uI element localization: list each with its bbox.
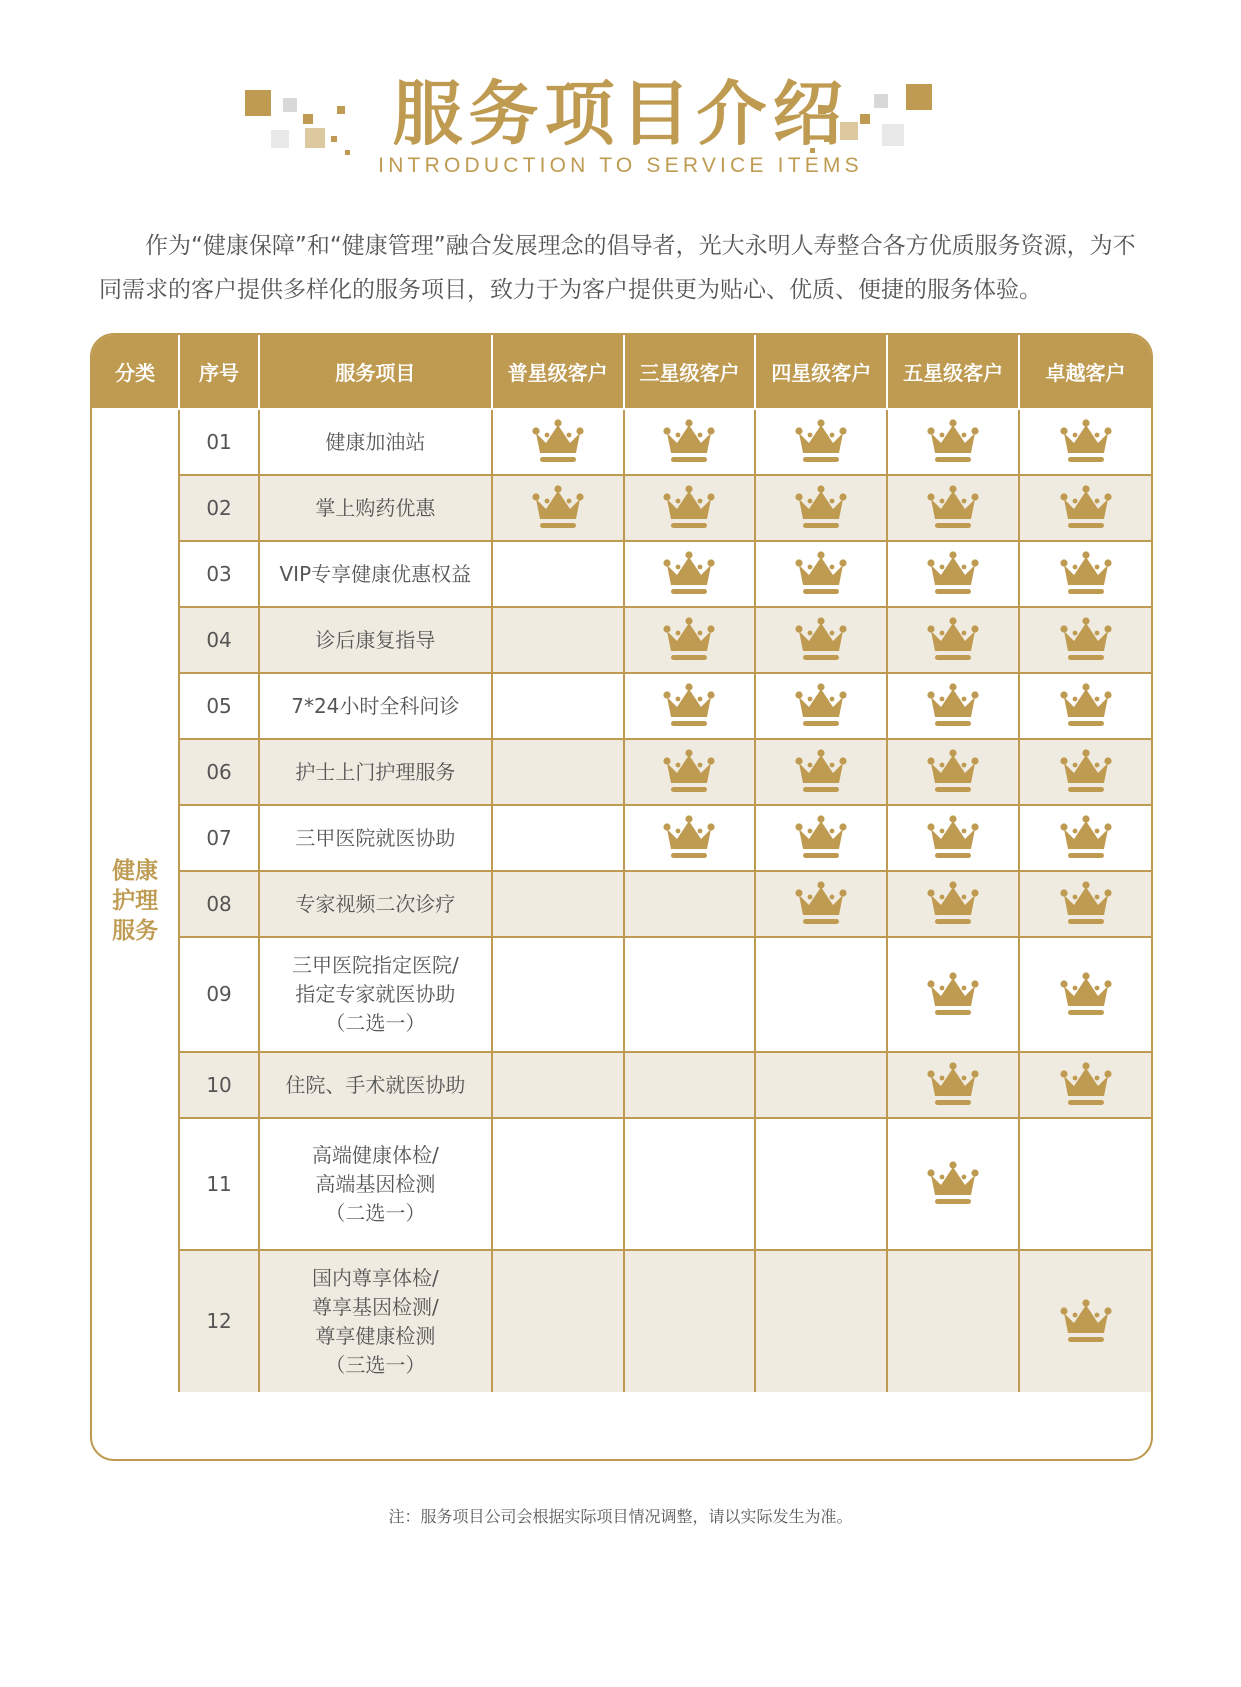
tier-cell xyxy=(887,1118,1019,1250)
table-row xyxy=(92,607,1151,673)
table-row xyxy=(92,805,1151,871)
header-number: 序号 xyxy=(179,335,259,409)
row-number: 01 xyxy=(179,409,259,475)
tier-cell xyxy=(492,805,624,871)
tier-cell xyxy=(755,475,887,541)
row-number: 08 xyxy=(179,871,259,937)
page-title: 服务项目介绍 xyxy=(392,73,849,155)
table-row xyxy=(92,1052,1151,1118)
tier-cell xyxy=(755,937,887,1052)
header-tier-five-star: 五星级客户 xyxy=(887,335,1019,409)
row-number: 07 xyxy=(179,805,259,871)
tier-cell xyxy=(887,541,1019,607)
crown-icon xyxy=(1058,681,1114,731)
footnote: 注：服务项目公司会根据实际项目情况调整，请以实际发生为准。 xyxy=(388,1507,853,1526)
crown-icon xyxy=(1058,879,1114,929)
tier-cell xyxy=(755,1052,887,1118)
row-number: 04 xyxy=(179,607,259,673)
crown-icon xyxy=(925,1060,981,1110)
page-subtitle: INTRODUCTION TO SERVICE ITEMS xyxy=(378,154,863,177)
crown-icon xyxy=(925,813,981,863)
crown-icon xyxy=(925,549,981,599)
service-item-name: 专家视频二次诊疗 xyxy=(259,871,492,937)
tier-cell xyxy=(1019,475,1151,541)
crown-icon xyxy=(793,549,849,599)
tier-cell xyxy=(1019,673,1151,739)
crown-icon xyxy=(1058,417,1114,467)
tier-cell xyxy=(755,739,887,805)
service-item-name: 国内尊享体检/ 尊享基因检测/ 尊享健康检测 （三选一） xyxy=(259,1250,492,1392)
tier-cell xyxy=(1019,871,1151,937)
row-number: 03 xyxy=(179,541,259,607)
tier-cell xyxy=(492,1250,624,1392)
crown-icon xyxy=(661,747,717,797)
tier-cell xyxy=(624,475,756,541)
crown-icon xyxy=(793,879,849,929)
service-item-name: 诊后康复指导 xyxy=(259,607,492,673)
tier-cell xyxy=(755,1250,887,1392)
row-number: 02 xyxy=(179,475,259,541)
crown-icon xyxy=(925,1159,981,1209)
crown-icon xyxy=(1058,813,1114,863)
crown-icon xyxy=(661,615,717,665)
row-number: 06 xyxy=(179,739,259,805)
tier-cell xyxy=(492,673,624,739)
intro-paragraph: 作为“健康保障”和“健康管理”融合发展理念的倡导者，光大永明人寿整合各方优质服务资源，为不同需求的客户提供多样化的服务项目，致力于为客户提供更为贴心、优质、便捷的服务体验。 xyxy=(99,233,1136,303)
tier-cell xyxy=(887,871,1019,937)
tier-cell xyxy=(887,1250,1019,1392)
tier-cell xyxy=(887,475,1019,541)
service-item-name: 7*24小时全科问诊 xyxy=(259,673,492,739)
crown-icon xyxy=(925,417,981,467)
tier-cell xyxy=(755,607,887,673)
tier-cell xyxy=(624,1052,756,1118)
table-row xyxy=(92,871,1151,937)
service-item-name: 护士上门护理服务 xyxy=(259,739,492,805)
crown-icon xyxy=(793,747,849,797)
tier-cell xyxy=(492,607,624,673)
intro-text xyxy=(99,224,1149,312)
crown-icon xyxy=(661,813,717,863)
crown-icon xyxy=(1058,1060,1114,1110)
tier-cell xyxy=(492,937,624,1052)
tier-cell xyxy=(624,541,756,607)
tier-cell xyxy=(755,673,887,739)
tier-cell xyxy=(887,739,1019,805)
tier-cell xyxy=(624,805,756,871)
header-category: 分类 xyxy=(92,335,179,409)
header-tier-excellence: 卓越客户 xyxy=(1019,335,1151,409)
tier-cell xyxy=(1019,805,1151,871)
crown-icon xyxy=(1058,615,1114,665)
tier-cell xyxy=(624,871,756,937)
crown-icon xyxy=(1058,549,1114,599)
crown-icon xyxy=(530,483,586,533)
table-row xyxy=(92,937,1151,1052)
header-tier-regular-star: 普星级客户 xyxy=(492,335,624,409)
tier-cell xyxy=(492,871,624,937)
tier-cell xyxy=(1019,739,1151,805)
tier-cell xyxy=(887,673,1019,739)
tier-cell xyxy=(755,541,887,607)
service-item-name: 住院、手术就医协助 xyxy=(259,1052,492,1118)
tier-cell xyxy=(755,1118,887,1250)
service-item-name: 健康加油站 xyxy=(259,409,492,475)
tier-cell xyxy=(887,937,1019,1052)
table-row xyxy=(92,475,1151,541)
category-cell xyxy=(92,409,179,1392)
crown-icon xyxy=(925,483,981,533)
tier-cell xyxy=(887,805,1019,871)
tier-cell xyxy=(755,805,887,871)
tier-cell xyxy=(492,409,624,475)
crown-icon xyxy=(925,879,981,929)
table-row xyxy=(92,1118,1151,1250)
tier-cell xyxy=(1019,607,1151,673)
table-row xyxy=(92,409,1151,475)
crown-icon xyxy=(661,417,717,467)
tier-cell xyxy=(887,1052,1019,1118)
crown-icon xyxy=(530,417,586,467)
row-number: 11 xyxy=(179,1118,259,1250)
tier-cell xyxy=(1019,1250,1151,1392)
crown-icon xyxy=(661,549,717,599)
crown-icon xyxy=(1058,747,1114,797)
category-label: 健康护理服务 xyxy=(112,858,159,944)
tier-cell xyxy=(1019,1118,1151,1250)
row-number: 09 xyxy=(179,937,259,1052)
table-row xyxy=(92,541,1151,607)
tier-cell xyxy=(755,871,887,937)
table-row xyxy=(92,739,1151,805)
crown-icon xyxy=(793,417,849,467)
crown-icon xyxy=(1058,970,1114,1020)
tier-cell xyxy=(887,607,1019,673)
tier-cell xyxy=(624,1250,756,1392)
header-tier-three-star: 三星级客户 xyxy=(624,335,756,409)
tier-cell xyxy=(492,1052,624,1118)
tier-cell xyxy=(624,673,756,739)
row-number: 12 xyxy=(179,1250,259,1392)
row-number: 05 xyxy=(179,673,259,739)
tier-cell xyxy=(492,541,624,607)
crown-icon xyxy=(793,681,849,731)
header-service-item: 服务项目 xyxy=(259,335,492,409)
service-item-name: 高端健康体检/ 高端基因检测 （二选一） xyxy=(259,1118,492,1250)
row-number: 10 xyxy=(179,1052,259,1118)
crown-icon xyxy=(793,813,849,863)
crown-icon xyxy=(793,615,849,665)
crown-icon xyxy=(1058,483,1114,533)
service-table xyxy=(90,333,1153,1461)
service-item-name: 掌上购药优惠 xyxy=(259,475,492,541)
crown-icon xyxy=(793,483,849,533)
crown-icon xyxy=(661,483,717,533)
crown-icon xyxy=(1058,1297,1114,1347)
tier-cell xyxy=(1019,409,1151,475)
tier-cell xyxy=(624,409,756,475)
service-item-name: VIP专享健康优惠权益 xyxy=(259,541,492,607)
tier-cell xyxy=(755,409,887,475)
tier-cell xyxy=(1019,937,1151,1052)
header-tier-four-star: 四星级客户 xyxy=(755,335,887,409)
page-header xyxy=(0,0,1241,190)
tier-cell xyxy=(624,739,756,805)
crown-icon xyxy=(925,970,981,1020)
table-row xyxy=(92,1250,1151,1392)
table-row xyxy=(92,673,1151,739)
crown-icon xyxy=(661,681,717,731)
service-item-name: 三甲医院就医协助 xyxy=(259,805,492,871)
tier-cell xyxy=(492,1118,624,1250)
tier-cell xyxy=(887,409,1019,475)
tier-cell xyxy=(624,1118,756,1250)
tier-cell xyxy=(492,739,624,805)
tier-cell xyxy=(624,607,756,673)
tier-cell xyxy=(1019,541,1151,607)
table-header-row xyxy=(92,335,1151,409)
crown-icon xyxy=(925,747,981,797)
tier-cell xyxy=(624,937,756,1052)
tier-cell xyxy=(492,475,624,541)
tier-cell xyxy=(1019,1052,1151,1118)
service-item-name: 三甲医院指定医院/ 指定专家就医协助 （二选一） xyxy=(259,937,492,1052)
crown-icon xyxy=(925,681,981,731)
crown-icon xyxy=(925,615,981,665)
